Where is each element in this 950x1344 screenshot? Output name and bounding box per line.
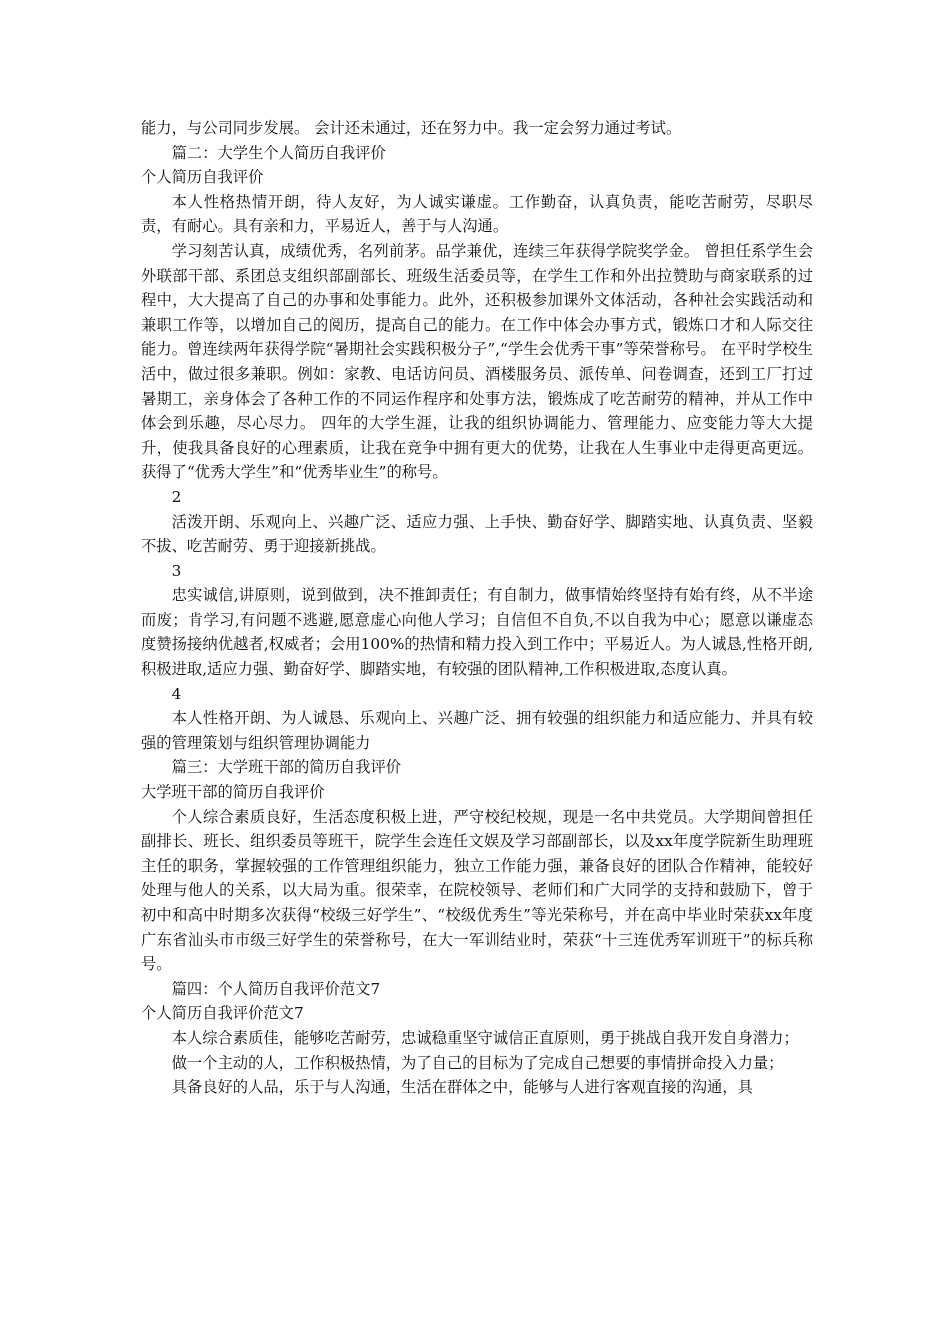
paragraph: 个人综合素质良好，生活态度积极上进，严守校纪校规，现是一名中共党员。大学期间曾担任副排长、班长、组织委员等班干，院学生会连任文娱及学习部副部长，以及xx年度学院新生助理班主任的职务，掌握较强的工作管理组织能力，独立工作能力强，兼备良好的团队合作精神，能较好处理与他人的关系，以大局为重。很荣幸，在院校领导、老师们和广大同学的支持和鼓励下，曾于初中和高中时期多次获得“校级三好学生”、“校级优秀生”等光荣称号，并在高中毕业时荣获xx年度广东省汕头市市级三好学生的荣誉称号，在大一军训结业时，荣获“十三连优秀军训班干”的标兵称号。 [141, 807, 813, 974]
paragraph: 活泼开朗、乐观向上、兴趣广泛、适应力强、上手快、勤奋好学、脚踏实地、认真负责、坚毅不拔、吃苦耐劳、勇于迎接新挑战。 [141, 512, 813, 556]
item-number: 2 [171, 487, 182, 506]
section-subtitle: 个人简历自我评价范文7 [141, 1004, 304, 1023]
item-number: 3 [171, 561, 182, 580]
paragraph: 做一个主动的人，工作积极热情，为了自己的目标为了完成自己想要的事情拼命投入力量； [171, 1053, 784, 1072]
paragraph: 本人综合素质佳，能够吃苦耐劳，忠诚稳重坚守诚信正直原则，勇于挑战自我开发自身潜力； [171, 1028, 799, 1047]
paragraph: 本人性格热情开朗，待人友好，为人诚实谦虚。工作勤奋，认真负责，能吃苦耐劳，尽职尽责，有耐心。具有亲和力，平易近人，善于与人沟通。 [141, 192, 813, 236]
item-number: 4 [171, 684, 182, 703]
paragraph: 具备良好的人品，乐于与人沟通，生活在群体之中，能够与人进行客观直接的沟通，具 [171, 1078, 753, 1097]
paragraph: 忠实诚信,讲原则，说到做到，决不推卸责任；有自制力，做事情始终坚持有始有终，从不半途而废；肯学习,有问题不逃避,愿意虚心向他人学习；自信但不自负,不以自我为中心；愿意以谦虚态度赞扬接纳优越者,权威者；会用100%的热情和精力投入到工作中；平易近人。为人诚恳,性格开朗,积极进取,适应力强、勤奋好学、脚踏实地，有较强的团队精神,工作积极进取,态度认真。 [141, 586, 813, 679]
section-subtitle: 个人简历自我评价 [141, 168, 264, 187]
paragraph: 学习刻苦认真，成绩优秀，名列前茅。品学兼优，连续三年获得学院奖学金。 曾担任系学生会外联部干部、系团总支组织部副部长、班级生活委员等，在学生工作和外出拉赞助与商家联系的过程中，大大提高了自己的办事和处事能力。此外，还积极参加课外文体活动，各种社会实践活动和兼职工作等，以增加自己的阅历，提高自己的能力。在工作中体会办事方式，锻炼口才和人际交往能力。曾连续两年获得学院“暑期社会实践积极分子”,“学生会优秀干事”等荣誉称号。 在平时学校生活中，做过很多兼职。例如：家教、电话访问员、酒楼服务员、派传单、问卷调查，还到工厂打过暑期工，亲身体会了各种工作的不同运作程序和处事方法，锻炼成了吃苦耐劳的精神，并从工作中体会到乐趣，尽心尽力。 四年的大学生涯，让我的组织协调能力、管理能力、应变能力等大大提升，使我具备良好的心理素质，让我在竞争中拥有更大的优势，让我在人生事业中走得更高更远。获得了“优秀大学生”和“优秀毕业生”的称号。 [141, 241, 813, 482]
section-heading: 篇二：大学生个人简历自我评价 [171, 143, 386, 162]
section-heading: 篇三：大学班干部的简历自我评价 [171, 758, 402, 777]
section-heading: 篇四：个人简历自我评价范文7 [171, 979, 381, 998]
paragraph: 本人性格开朗、为人诚恳、乐观向上、兴趣广泛、拥有较强的组织能力和适应能力、并具有较强的管理策划与组织管理协调能力 [141, 709, 813, 752]
section-subtitle: 大学班干部的简历自我评价 [141, 783, 325, 802]
document-body [141, 116, 813, 1100]
paragraph: 能力，与公司同步发展。 会计还未通过，还在努力中。我一定会努力通过考试。 [141, 119, 682, 137]
